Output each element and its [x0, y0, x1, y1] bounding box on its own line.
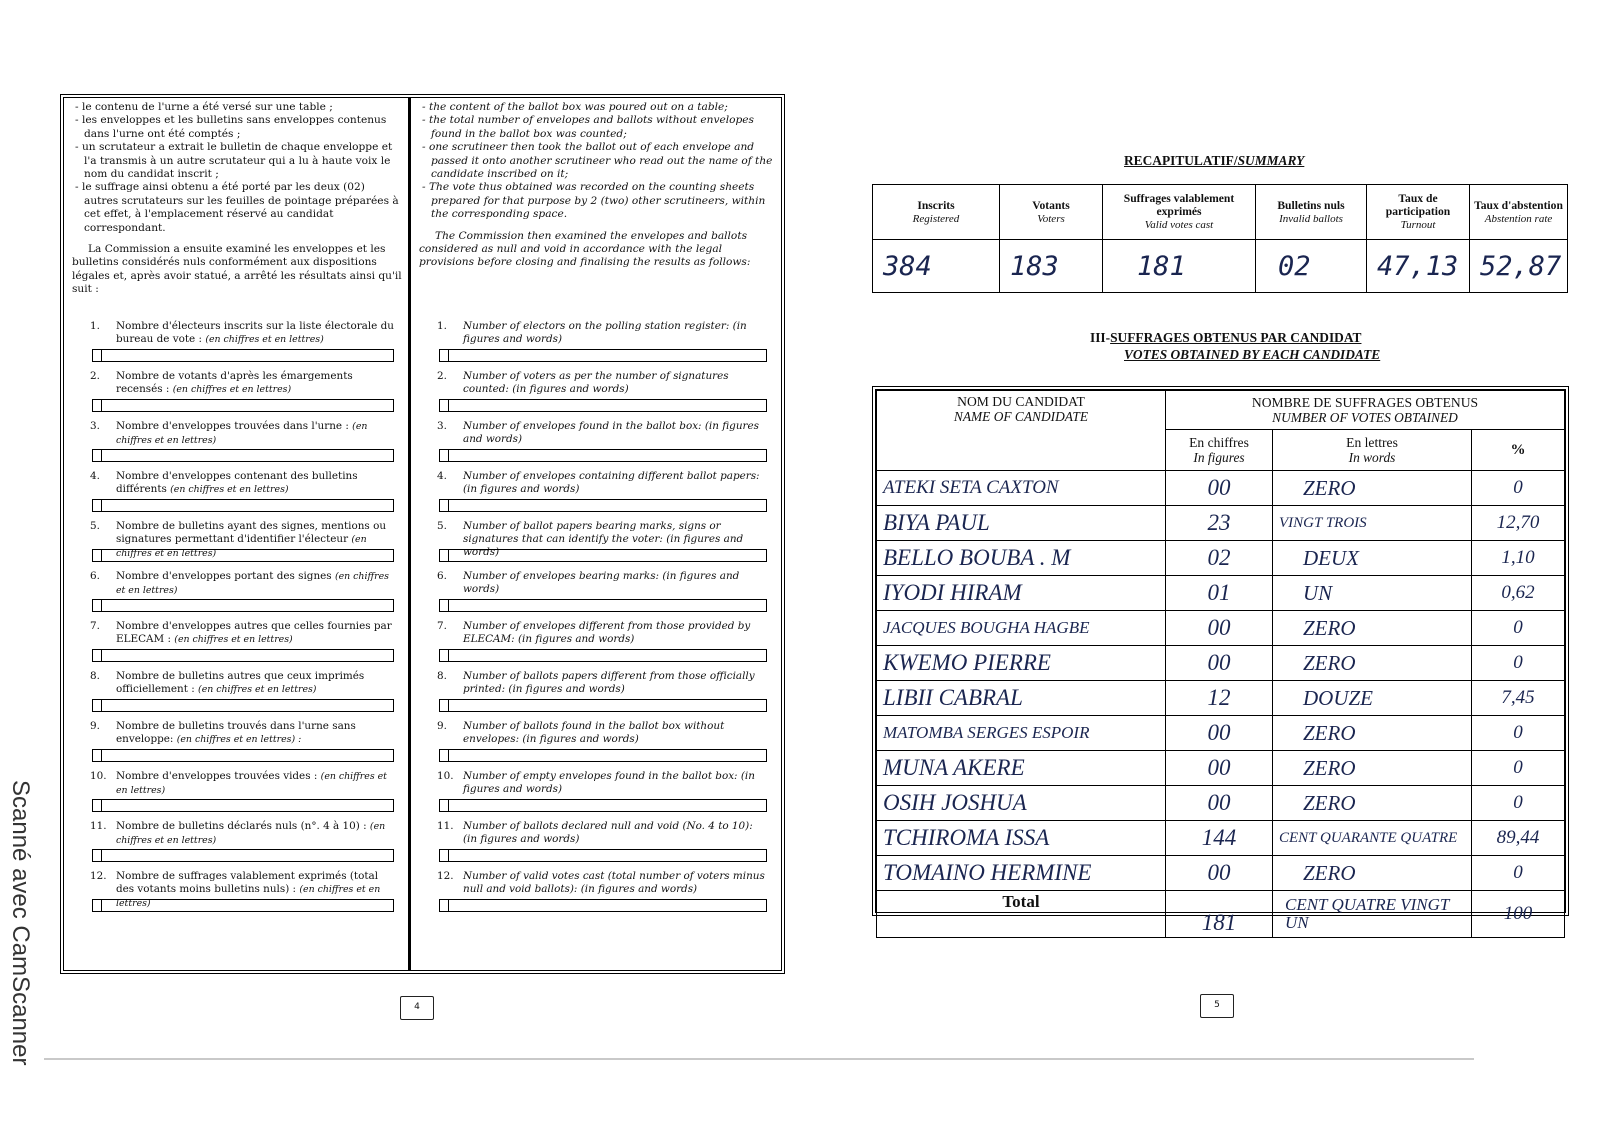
form-item: [64, 670, 408, 720]
candidate-words: CENT QUARANTE QUATRE: [1273, 821, 1472, 856]
header-fr: Votants: [1032, 198, 1070, 212]
summary-header-cell: [1103, 185, 1256, 240]
item-number: 3.: [90, 420, 100, 432]
summary-table: [872, 184, 1568, 293]
votes-header: [1166, 391, 1565, 430]
candidate-row: [877, 611, 1565, 646]
header-en: NUMBER OF VOTES OBTAINED: [1272, 410, 1458, 425]
form-item: [411, 570, 781, 620]
candidate-name: LIBII CABRAL: [877, 681, 1166, 716]
answer-field[interactable]: [92, 749, 394, 762]
total-label: Total: [877, 891, 1166, 938]
header-fr: Taux d'abstention: [1474, 198, 1563, 212]
item-label: Number of envelopes different from those provided by ELECAM: (in figures and words): [463, 620, 751, 645]
candidate-row: [877, 751, 1565, 786]
summary-header-row: [873, 185, 1568, 240]
item-text: [463, 870, 769, 896]
item-number: 9.: [90, 720, 100, 732]
candidate-percent: 0,62: [1472, 576, 1565, 611]
candidate-row: [877, 821, 1565, 856]
item-label: Number of envelopes bearing marks: (in figures and words): [463, 570, 740, 595]
voters-value: 183: [1000, 240, 1103, 293]
item-text: [116, 420, 396, 448]
item-hint: (en chiffres et en lettres): [198, 683, 317, 695]
item-number: 4.: [437, 470, 447, 482]
form-item: [411, 420, 781, 470]
candidate-figures: 00: [1166, 856, 1273, 891]
answer-field[interactable]: [439, 549, 767, 562]
item-text: [463, 470, 769, 496]
summary-header-cell: [1000, 185, 1103, 240]
item-label: Number of valid votes cast (total number of voters minus null and void ballots): (in figures and words): [463, 870, 765, 895]
item-text: [463, 720, 769, 746]
form-item: [64, 820, 408, 870]
invalid-ballots-value: 02: [1256, 240, 1367, 293]
item-label: Nombre de bulletins autres que ceux imprimés officiellement :: [116, 670, 365, 695]
english-column: [411, 98, 781, 970]
candidate-figures: 00: [1166, 646, 1273, 681]
form-item: [411, 520, 781, 570]
answer-field[interactable]: [92, 649, 394, 662]
item-text: [116, 770, 396, 798]
figures-header: [1166, 430, 1273, 471]
candidate-row: [877, 506, 1565, 541]
section-prefix: III-: [1090, 330, 1111, 345]
answer-field[interactable]: [439, 699, 767, 712]
candidate-words: UN: [1273, 576, 1472, 611]
header-en: Turnout: [1400, 219, 1436, 231]
candidate-percent: 7,45: [1472, 681, 1565, 716]
item-label: Nombre de suffrages valablement exprimés (total des votants moins bulletins nuls) :: [116, 870, 379, 895]
candidate-percent: 0: [1472, 751, 1565, 786]
candidate-row: [877, 786, 1565, 821]
candidate-figures: 12: [1166, 681, 1273, 716]
item-label: Number of ballots found in the ballot box without envelopes: (in figures and words): [463, 720, 725, 745]
item-label: Number of ballots declared null and void (No. 4 to 10): (in figures and words): [463, 820, 753, 845]
item-hint: (en chiffres et en lettres): [116, 533, 367, 559]
item-number: 8.: [437, 670, 447, 682]
answer-field[interactable]: [439, 449, 767, 462]
candidate-figures: 00: [1166, 751, 1273, 786]
page-number-right: 5: [1200, 994, 1234, 1018]
candidate-figures: 144: [1166, 821, 1273, 856]
summary-title: [1124, 153, 1304, 169]
answer-field[interactable]: [92, 449, 394, 462]
section-title-en-text: VOTES OBTAINED BY EACH CANDIDATE: [1124, 347, 1381, 362]
item-label: Nombre d'enveloppes autres que celles fournies par ELECAM :: [116, 620, 392, 645]
candidate-words: ZERO: [1273, 786, 1472, 821]
percent-header: %: [1472, 430, 1565, 471]
candidate-percent: 89,44: [1472, 821, 1565, 856]
item-number: 5.: [90, 520, 100, 532]
form-item: [411, 670, 781, 720]
header-fr: Suffrages valablement exprimés: [1123, 192, 1235, 218]
answer-field[interactable]: [439, 399, 767, 412]
candidate-figures: 02: [1166, 541, 1273, 576]
total-figures: 181: [1166, 891, 1273, 938]
header-fr: Bulletins nuls: [1277, 198, 1345, 212]
item-number: 1.: [90, 320, 100, 332]
summary-header-cell: [1470, 185, 1568, 240]
item-label: Number of ballots papers different from those officially printed: (in figures and words): [463, 670, 755, 695]
section-title-fr-text: SUFFRAGES OBTENUS PAR CANDIDAT: [1110, 330, 1362, 345]
form-item: [411, 870, 781, 920]
registered-value: 384: [873, 240, 1000, 293]
candidate-figures: 00: [1166, 786, 1273, 821]
answer-field[interactable]: [92, 499, 394, 512]
item-hint: (en chiffres et en lettres): [116, 571, 389, 596]
form-item: [64, 770, 408, 820]
words-header: [1273, 430, 1472, 471]
item-number: 12.: [90, 870, 107, 882]
header-en: Invalid ballots: [1279, 212, 1343, 225]
answer-field[interactable]: [439, 349, 767, 362]
candidate-row: [877, 646, 1565, 681]
form-item: [411, 320, 781, 370]
header-fr: Taux de participation: [1385, 192, 1451, 218]
header-en: Valid votes cast: [1144, 219, 1214, 231]
header-fr: NOMBRE DE SUFFRAGES OBTENUS: [1251, 395, 1479, 410]
candidate-words: VINGT TROIS: [1273, 506, 1472, 541]
header-en: In figures: [1193, 450, 1245, 465]
item-number: 2.: [90, 370, 100, 382]
item-label: Number of envelopes found in the ballot box: (in figures and words): [463, 420, 759, 445]
candidate-name-header: [877, 391, 1166, 471]
item-number: 11.: [90, 820, 107, 832]
scan-edge-line: [44, 1058, 1474, 1060]
item-text: [116, 570, 396, 598]
form-item: [64, 620, 408, 670]
item-number: 11.: [437, 820, 454, 832]
results-header-row: [877, 391, 1565, 430]
item-text: [463, 620, 769, 646]
candidate-results-table: [872, 386, 1569, 935]
item-label: Nombre d'électeurs inscrits sur la liste électorale du bureau de vote :: [116, 320, 394, 345]
item-label: Number of electors on the polling station register: (in figures and words): [463, 320, 747, 345]
candidate-words: DOUZE: [1273, 681, 1472, 716]
item-text: [463, 770, 769, 796]
item-label: Nombre d'enveloppes trouvées vides :: [116, 770, 318, 782]
candidate-row: [877, 856, 1565, 891]
candidate-name: JACQUES BOUGHA HAGBE: [877, 611, 1166, 646]
candidate-percent: 0: [1472, 611, 1565, 646]
total-percent: 100: [1472, 891, 1565, 938]
form-item: [411, 770, 781, 820]
summary-values-row: [873, 240, 1568, 293]
item-number: 5.: [437, 520, 447, 532]
intro-bullet: - le suffrage ainsi obtenu a été porté par les deux (02) autres scrutateurs sur les feuilles de pointage préparées à cet effet, à l'emplacement réservé au candidat correspondant.: [75, 181, 399, 234]
form-item: [64, 420, 408, 470]
candidate-rows: [877, 471, 1565, 891]
item-text: [116, 620, 396, 647]
candidate-row: [877, 576, 1565, 611]
item-text: [116, 820, 396, 848]
item-number: 10.: [437, 770, 454, 782]
summary-title-en: SUMMARY: [1237, 153, 1305, 168]
intro-bullet: - le contenu de l'urne a été versé sur une table ;: [75, 101, 333, 113]
candidate-percent: 0: [1472, 471, 1565, 506]
results-grid: [876, 390, 1565, 938]
item-text: [116, 470, 396, 497]
candidate-percent: 0: [1472, 786, 1565, 821]
intro-bullet: - The vote thus obtained was recorded on the counting sheets prepared for that purpose by 2 (two) other scrutineers, within the corresponding space.: [422, 181, 766, 221]
french-intro: [72, 101, 402, 297]
answer-field[interactable]: [92, 549, 394, 562]
item-label: Number of envelopes containing different ballot papers: (in figures and words): [463, 470, 760, 495]
candidate-words: ZERO: [1273, 471, 1472, 506]
item-hint: (en chiffres et en lettres): [170, 483, 289, 495]
item-number: 3.: [437, 420, 447, 432]
item-text: [463, 420, 769, 446]
form-item: [64, 370, 408, 420]
intro-bullet: - the total number of envelopes and ballots without envelopes found in the ballot box was counted;: [422, 114, 754, 140]
item-hint: (en chiffres et en lettres): [116, 883, 381, 909]
summary-header-cell: [1367, 185, 1470, 240]
form-item: [411, 620, 781, 670]
answer-field[interactable]: [92, 599, 394, 612]
header-fr: En lettres: [1346, 435, 1398, 450]
camscanner-watermark: Scanné avec CamScanner: [7, 780, 34, 1066]
left-form-page: [60, 94, 785, 974]
candidate-words: ZERO: [1273, 856, 1472, 891]
candidate-percent: 0: [1472, 716, 1565, 751]
answer-field[interactable]: [439, 649, 767, 662]
answer-field[interactable]: [92, 799, 394, 812]
item-number: 9.: [437, 720, 447, 732]
item-number: 4.: [90, 470, 100, 482]
candidate-percent: 1,10: [1472, 541, 1565, 576]
answer-field[interactable]: [92, 849, 394, 862]
candidate-words: ZERO: [1273, 611, 1472, 646]
intro-bullet: - un scrutateur a extrait le bulletin de chaque enveloppe et l'a transmis à un autre scrutateur qui a lu à haute voix le nom du candidat inscrit ;: [75, 141, 393, 181]
answer-field[interactable]: [439, 749, 767, 762]
header-fr: NOM DU CANDIDAT: [957, 394, 1085, 409]
header-en: Abstention rate: [1484, 212, 1553, 225]
english-items-list: [411, 320, 781, 920]
form-item: [411, 820, 781, 870]
item-number: 12.: [437, 870, 454, 882]
candidate-figures: 01: [1166, 576, 1273, 611]
item-label: Nombre d'enveloppes trouvées dans l'urne :: [116, 420, 349, 432]
header-en: In words: [1348, 450, 1396, 465]
item-label: Nombre de votants d'après les émargements recensés :: [116, 370, 353, 395]
answer-field[interactable]: [439, 849, 767, 862]
header-en: Registered: [912, 212, 960, 225]
candidate-name: TCHIROMA ISSA: [877, 821, 1166, 856]
item-text: [463, 370, 769, 396]
candidate-words: ZERO: [1273, 751, 1472, 786]
header-en: NAME OF CANDIDATE: [953, 409, 1089, 424]
item-label: Number of empty envelopes found in the ballot box: (in figures and words): [463, 770, 755, 795]
french-items-list: [64, 320, 408, 920]
candidate-name: TOMAINO HERMINE: [877, 856, 1166, 891]
item-number: 2.: [437, 370, 447, 382]
header-fr: En chiffres: [1189, 435, 1249, 450]
summary-header-cell: [873, 185, 1000, 240]
item-hint: (en chiffres et en lettres): [174, 633, 293, 645]
item-number: 7.: [90, 620, 100, 632]
candidate-name: IYODI HIRAM: [877, 576, 1166, 611]
form-item: [411, 470, 781, 520]
item-label: Number of ballot papers bearing marks, signs or signatures that can identify the voter: (in figures and words): [463, 520, 744, 558]
item-hint: (en chiffres et en lettres): [116, 771, 387, 796]
item-hint: (en chiffres et en lettres): [116, 821, 386, 846]
intro-paragraph: The Commission then examined the envelopes and ballots considered as null and void in accordance with the legal provisions before closing and finalising the results as follows:: [419, 229, 751, 269]
item-hint: (en chiffres et en lettres): [205, 333, 324, 345]
item-number: 6.: [437, 570, 447, 582]
item-number: 1.: [437, 320, 447, 332]
form-item: [64, 570, 408, 620]
candidate-percent: 12,70: [1472, 506, 1565, 541]
intro-paragraph: La Commission a ensuite examiné les enveloppes et les bulletins considérés nuls conformément aux dispositions légales et, après avoir statué, a arrêté les résultats ainsi qu'il suit :: [72, 243, 402, 296]
candidate-row: [877, 541, 1565, 576]
item-number: 6.: [90, 570, 100, 582]
candidate-name: KWEMO PIERRE: [877, 646, 1166, 681]
summary-header-cell: [1256, 185, 1367, 240]
header-en: Voters: [1037, 212, 1065, 225]
total-row: [877, 891, 1565, 938]
header-fr: Inscrits: [917, 198, 955, 212]
item-text: [463, 820, 769, 846]
candidate-figures: 00: [1166, 611, 1273, 646]
summary-title-fr: RECAPITULATIF/: [1124, 153, 1238, 168]
answer-field[interactable]: [439, 899, 767, 912]
item-text: [116, 320, 396, 347]
form-item: [411, 720, 781, 770]
item-text: [463, 670, 769, 696]
item-hint: (en chiffres et en lettres) :: [176, 733, 302, 745]
candidate-words: ZERO: [1273, 716, 1472, 751]
page-number-left: 4: [400, 996, 434, 1020]
intro-bullet: - the content of the ballot box was poured out on a table;: [422, 101, 728, 113]
item-label: Number of voters as per the number of signatures counted: (in figures and words): [463, 370, 729, 395]
candidate-row: [877, 716, 1565, 751]
section-title-en: [1124, 347, 1380, 363]
candidate-percent: 0: [1472, 856, 1565, 891]
candidate-figures: 23: [1166, 506, 1273, 541]
item-label: Nombre de bulletins trouvés dans l'urne sans enveloppe:: [116, 720, 356, 745]
answer-field[interactable]: [92, 699, 394, 712]
form-item: [411, 370, 781, 420]
answer-field[interactable]: [92, 899, 394, 912]
candidate-percent: 0: [1472, 646, 1565, 681]
candidate-row: [877, 471, 1565, 506]
french-column: [64, 98, 411, 970]
candidate-name: BELLO BOUBA . M: [877, 541, 1166, 576]
turnout-value: 47,13: [1367, 240, 1470, 293]
candidate-figures: 00: [1166, 716, 1273, 751]
item-hint: (en chiffres et en lettres): [172, 383, 292, 395]
item-text: [463, 570, 769, 596]
candidate-name: OSIH JOSHUA: [877, 786, 1166, 821]
item-hint: (en chiffres et en lettres): [116, 421, 368, 446]
candidate-words: ZERO: [1273, 646, 1472, 681]
item-text: [116, 720, 396, 747]
item-label: Nombre d'enveloppes portant des signes: [116, 570, 332, 582]
english-intro: [419, 101, 775, 270]
form-item: [64, 720, 408, 770]
item-number: 7.: [437, 620, 447, 632]
candidate-name: MATOMBA SERGES ESPOIR: [877, 716, 1166, 751]
item-text: [116, 370, 396, 397]
intro-bullet: - one scrutineer then took the ballot out of each envelope and passed it onto another scrutineer who read out the name of the candidate inscribed on it;: [422, 141, 773, 181]
form-item: [64, 320, 408, 370]
item-label: Nombre de bulletins déclarés nuls (n°. 4 à 10) :: [116, 820, 367, 832]
answer-field[interactable]: [92, 399, 394, 412]
candidate-figures: 00: [1166, 471, 1273, 506]
item-text: [116, 670, 396, 697]
form-item: [64, 520, 408, 570]
item-label: Nombre d'enveloppes contenant des bulletins différents: [116, 470, 358, 495]
answer-field[interactable]: [439, 799, 767, 812]
form-item: [64, 470, 408, 520]
candidate-name: ATEKI SETA CAXTON: [877, 471, 1166, 506]
candidate-words: DEUX: [1273, 541, 1472, 576]
item-number: 10.: [90, 770, 107, 782]
abstention-rate-value: 52,87: [1470, 240, 1568, 293]
candidate-row: [877, 681, 1565, 716]
valid-votes-value: 181: [1103, 240, 1256, 293]
form-item: [64, 870, 408, 920]
section-title-fr: [1090, 330, 1361, 346]
item-label: Nombre de bulletins ayant des signes, mentions ou signatures permettant d'identifier l'électeur: [116, 520, 387, 545]
item-text: [463, 320, 769, 346]
total-words: CENT QUATRE VINGT UN: [1273, 891, 1472, 938]
candidate-name: BIYA PAUL: [877, 506, 1166, 541]
answer-field[interactable]: [92, 349, 394, 362]
intro-bullet: - les enveloppes et les bulletins sans enveloppes contenus dans l'urne ont été comptés ;: [75, 114, 387, 140]
candidate-name: MUNA AKERE: [877, 751, 1166, 786]
answer-field[interactable]: [439, 599, 767, 612]
answer-field[interactable]: [439, 499, 767, 512]
item-number: 8.: [90, 670, 100, 682]
